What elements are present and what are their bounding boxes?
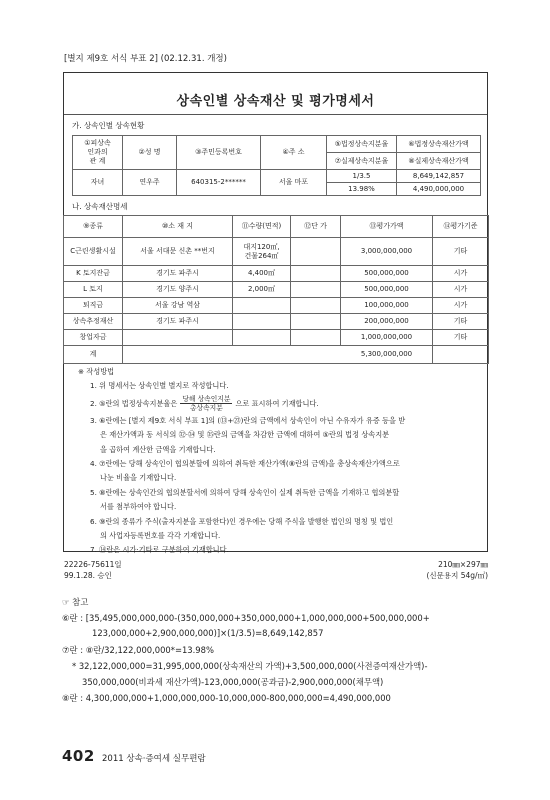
inherited-property-table (63, 215, 489, 364)
header-unit-price: ⑫단 가 (291, 216, 341, 238)
approval-date: 99.1.28. 승인 (64, 571, 112, 580)
cell-name: 연우주 (123, 170, 177, 196)
total-value: 5,300,000,000 (341, 346, 433, 364)
header-actual-value: ⑧실제상속재산가액 (397, 153, 481, 170)
cell-actual-value: 4,490,000,000 (397, 183, 481, 196)
form-reference-title: [별지 제9호 서식 부표 2] (02.12.31. 개정) (64, 54, 227, 64)
table-row: 창업자금 1,000,000,000 기타 (64, 330, 489, 346)
header-legal-value: ⑥법정상속재산가액 (397, 136, 481, 153)
note-1: 1. 위 명세서는 상속인별 별지로 작성합니다. (90, 381, 229, 391)
header-type: ⑨종류 (64, 216, 123, 238)
header-address: ④주 소 (261, 136, 327, 170)
note-2: 2. ⑤란의 법정상속지분율은 $\frac{\text{당해 상속인지분}}{\text{총상속지분}}$ 으로 표시하여 기재합니다. (90, 395, 319, 413)
note-6: 6. ⑨란의 종류가 주식(출자지분을 포함한다)인 경우에는 당해 주식을 발행한 법인의 명칭 및 법인 의 사업자등록번호를 각각 기재합니다. (90, 516, 394, 541)
table-row: 상속추정재산 경기도 파주시 200,000,000 기타 (64, 314, 489, 330)
header-value: ⑬평가가액 (341, 216, 433, 238)
notes-heading: ※ 작성방법 (78, 367, 115, 376)
writing-instructions (78, 365, 478, 558)
header-actual-share: ⑦실제상속지분율 (327, 153, 397, 170)
table-row: L 토지 경기도 양주시 2,000㎡ 500,000,000 시가 (64, 282, 489, 298)
cell-address: 서울 마포 (261, 170, 327, 196)
cell-rrn: 640315-2****** (177, 170, 261, 196)
reference-heading: ☞ 참고 (62, 597, 89, 607)
page-number: 402 (62, 747, 95, 765)
header-quantity: ⑪수량(면적) (233, 216, 291, 238)
statement-form (63, 72, 488, 555)
header-name: ②성 명 (123, 136, 177, 170)
paper-size: 210㎜×297㎜ (438, 560, 488, 569)
cell-relation: 자녀 (73, 170, 123, 196)
note-3: 3. ⑥란에는 [별지 제9호 서식 부표 1]의 (⑬+㉓)란의 금액에서 상속인이 아닌 수유자가 유증 등을 받 은 재산가액과 동 서식의 ㉜·㉞ 및 ㉟란의 금액을 차감한 금액에 대하여 ⑤란의 법정 상속지분 을 곱하여 계산한 금액을 기재합니다. (90, 415, 406, 454)
cell-actual-share: 13.98% (327, 183, 397, 196)
note-7: 7. ⑭란은 시가·기타로 구분하여 기재합니다. (90, 545, 229, 555)
header-rrn: ③주민등록번호 (177, 136, 261, 170)
total-row (64, 346, 489, 364)
title-divider (64, 114, 487, 115)
reference-line-8: ⑧란 : 4,300,000,000+1,000,000,000-10,000,000-800,000,000=4,490,000,000 (62, 693, 391, 703)
form-code: 22226-75611일 (64, 560, 122, 569)
reference-footnote-cont: 350,000,000(비과세 재산가액)-123,000,000(공과금)-2,900,000,000(채무액) (82, 677, 384, 687)
note-4: 4. ⑦란에는 당해 상속인이 협의분할에 의하여 취득한 재산가액(⑧란의 금액)을 총상속재산가액으로 나눈 비율을 기재합니다. (90, 459, 400, 483)
book-title: 2011 상속·증여세 실무편람 (102, 754, 206, 764)
header-location: ⑩소 재 지 (123, 216, 233, 238)
table-row: 퇴직금 서울 강남 역삼 100,000,000 시가 (64, 298, 489, 314)
reference-footnote: * 32,122,000,000=31,995,000,000(상속재산의 가액)+3,500,000,000(사전증여재산가액)- (72, 661, 428, 671)
section-b-label: 나. 상속재산명세 (72, 202, 128, 211)
header-legal-share: ⑤법정상속지분율 (327, 136, 397, 153)
heir-status-table (72, 135, 481, 196)
share-fraction: $\frac{\text{당해 상속인지분}}{\text{총상속지분}}$ (182, 395, 231, 413)
cell-legal-value: 8,649,142,857 (397, 170, 481, 183)
total-label: 계 (64, 346, 123, 364)
reference-line-6: ⑥란 : [35,495,000,000,000-(350,000,000+350,000,000+1,000,000,000+500,000,000+ (62, 613, 430, 623)
table-row: K 토지잔금 경기도 파주시 4,400㎡ 500,000,000 시가 (64, 266, 489, 282)
paper-type: (신문용지 54g/㎡) (426, 571, 488, 580)
table-row: C근린생활시설 서울 서대문 신촌 **번지 대지120㎡, 건물264㎡ 3,000,000,000 기타 (64, 238, 489, 266)
section-a-label: 가. 상속인별 상속현황 (72, 121, 145, 130)
reference-line-6-cont: 123,000,000+2,900,000,000)]×(1/3.5)=8,649,142,857 (92, 628, 324, 638)
header-basis: ⑭평가기준 (433, 216, 489, 238)
reference-line-7: ⑦란 : ⑧란/32,122,000,000*=13.98% (62, 645, 214, 655)
note-5: 5. ⑧란에는 상속인간의 협의분할서에 의하여 당해 상속인이 실제 취득한 금액을 기재하고 협의분할 서를 첨부하여야 합니다. (90, 487, 400, 512)
header-relation: ①피상속 인과의 관 계 (73, 136, 123, 170)
page-title: 상속인별 상속재산 및 평가명세서 (176, 94, 375, 109)
cell-legal-share: 1/3.5 (327, 170, 397, 183)
